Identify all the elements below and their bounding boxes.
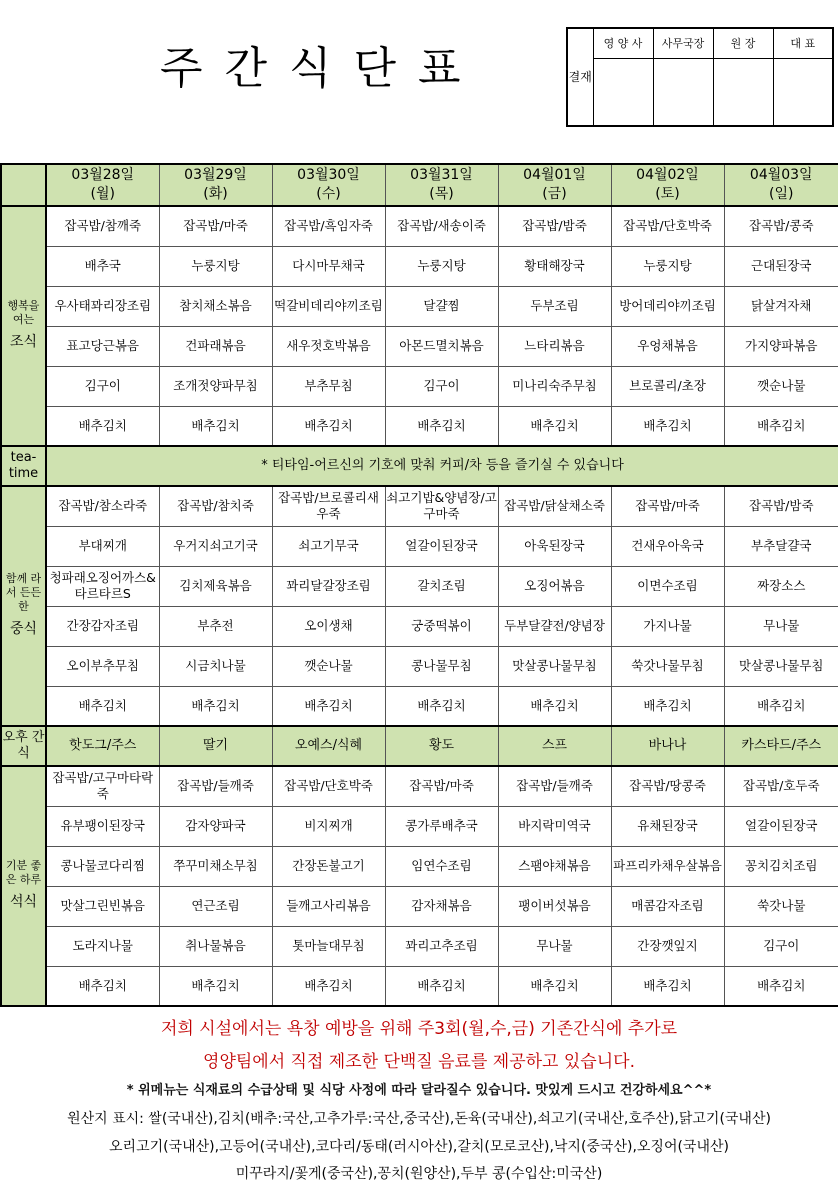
dinner-dish: 배추김치 (724, 966, 838, 1006)
breakfast-dish: 잡곡밥/새송이죽 (385, 206, 498, 246)
lunch-dish: 갈치조림 (385, 566, 498, 606)
day-date: 03월29일 (184, 167, 247, 183)
dinner-dish: 들깨고사리볶음 (272, 886, 385, 926)
dinner-dish: 임연수조림 (385, 846, 498, 886)
day-date: 03월28일 (71, 167, 135, 183)
day-date: 04월03일 (749, 167, 813, 183)
dinner-dish: 유채된장국 (611, 806, 724, 846)
dinner-label: 석식 (9, 894, 38, 910)
lunch-dish: 궁중떡볶이 (385, 606, 498, 646)
dinner-dish: 김구이 (724, 926, 838, 966)
dinner-dish: 도라지나물 (46, 926, 159, 966)
approval-role: 대 표 (773, 28, 833, 58)
breakfast-dish: 김구이 (46, 366, 159, 406)
approval-sign-cell[interactable] (653, 58, 713, 126)
notice-menu-change: * 위메뉴는 식재료의 수급상태 및 식당 사정에 따라 달라질수 있습니다. 맛있게 드시고 건강하세요^^* (126, 1083, 712, 1098)
dinner-dish: 쑥갓나물 (724, 886, 838, 926)
lunch-dish: 배추김치 (498, 686, 611, 726)
snack-item: 스프 (498, 726, 611, 766)
breakfast-dish: 새우젓호박볶음 (272, 326, 385, 366)
dinner-dish: 스팸야채볶음 (498, 846, 611, 886)
lunch-dish: 콩나물무침 (385, 646, 498, 686)
day-date: 04월01일 (523, 167, 586, 183)
lunch-slogan: 함께 라서 든든한 (5, 572, 42, 613)
breakfast-dish: 가지양파볶음 (724, 326, 838, 366)
dinner-dish: 톳마늘대무침 (272, 926, 385, 966)
snack-item: 바나나 (611, 726, 724, 766)
dinner-dish: 꽈리고추조림 (385, 926, 498, 966)
dinner-dish: 잡곡밥/단호박죽 (272, 766, 385, 806)
breakfast-dish: 누룽지탕 (385, 246, 498, 286)
dinner-dish: 꽁치김치조림 (724, 846, 838, 886)
lunch-dish: 잡곡밥/마죽 (611, 486, 724, 526)
breakfast-dish: 참치채소볶음 (159, 286, 272, 326)
day-of-week: (일) (769, 186, 794, 202)
lunch-dish: 오징어볶음 (498, 566, 611, 606)
lunch-label-cell (1, 486, 46, 726)
dinner-dish: 배추김치 (159, 966, 272, 1006)
lunch-dish: 가지나물 (611, 606, 724, 646)
breakfast-label: 조식 (9, 334, 38, 350)
day-header (46, 164, 159, 206)
lunch-label: 중식 (9, 621, 38, 637)
tea-time-note: * 티타임-어르신의 기호에 맞춰 커피/차 등을 즐기실 수 있습니다 (46, 446, 838, 486)
dinner-dish: 잡곡밥/호두죽 (724, 766, 838, 806)
breakfast-dish: 두부조림 (498, 286, 611, 326)
snack-item: 딸기 (159, 726, 272, 766)
breakfast-dish: 잡곡밥/흑임자죽 (272, 206, 385, 246)
dinner-dish: 잡곡밥/고구마타락죽 (46, 766, 159, 806)
dinner-dish: 간장깻잎지 (611, 926, 724, 966)
lunch-dish: 잡곡밥/브로콜리새우죽 (272, 486, 385, 526)
dinner-dish: 파프리카채우살볶음 (611, 846, 724, 886)
dinner-dish: 맛살그린빈볶음 (46, 886, 159, 926)
breakfast-dish: 우사태꽈리장조림 (46, 286, 159, 326)
breakfast-dish: 잡곡밥/밤죽 (498, 206, 611, 246)
day-header (724, 164, 838, 206)
approval-side-label: 결재 (567, 28, 593, 126)
day-of-week: (토) (655, 186, 680, 202)
day-header (385, 164, 498, 206)
dinner-dish: 배추김치 (611, 966, 724, 1006)
breakfast-dish: 부추무침 (272, 366, 385, 406)
dinner-dish: 얼갈이된장국 (724, 806, 838, 846)
lunch-dish: 배추김치 (46, 686, 159, 726)
day-date: 04월02일 (636, 167, 699, 183)
dinner-dish: 콩가루배추국 (385, 806, 498, 846)
breakfast-dish: 누룽지탕 (611, 246, 724, 286)
day-date: 03월30일 (297, 167, 360, 183)
lunch-dish: 배추김치 (385, 686, 498, 726)
dinner-dish: 간장돈불고기 (272, 846, 385, 886)
snack-item: 핫도그/주스 (46, 726, 159, 766)
lunch-dish: 두부달걀전/양념장 (498, 606, 611, 646)
breakfast-dish: 누룽지탕 (159, 246, 272, 286)
snack-item: 황도 (385, 726, 498, 766)
dinner-slogan: 기분 좋은 하루 (5, 859, 42, 886)
weekly-menu-table (0, 163, 838, 1007)
lunch-dish: 쑥갓나물무침 (611, 646, 724, 686)
lunch-dish: 간장감자조림 (46, 606, 159, 646)
breakfast-dish: 떡갈비데리야끼조림 (272, 286, 385, 326)
breakfast-dish: 배추김치 (385, 406, 498, 446)
lunch-dish: 배추김치 (611, 686, 724, 726)
lunch-dish: 깻순나물 (272, 646, 385, 686)
approval-sign-cell[interactable] (773, 58, 833, 126)
breakfast-dish: 우엉채볶음 (611, 326, 724, 366)
breakfast-dish: 황태해장국 (498, 246, 611, 286)
approval-sign-cell[interactable] (593, 58, 653, 126)
breakfast-dish: 방어데리야끼조림 (611, 286, 724, 326)
lunch-dish: 얼갈이된장국 (385, 526, 498, 566)
breakfast-dish: 느타리볶음 (498, 326, 611, 366)
lunch-dish: 부대찌개 (46, 526, 159, 566)
approval-role: 영 양 사 (593, 28, 653, 58)
breakfast-dish: 배추국 (46, 246, 159, 286)
dinner-dish: 유부팽이된장국 (46, 806, 159, 846)
breakfast-dish: 잡곡밥/마죽 (159, 206, 272, 246)
breakfast-dish: 표고당근볶음 (46, 326, 159, 366)
day-of-week: (목) (429, 186, 454, 202)
dinner-dish: 취나물볶음 (159, 926, 272, 966)
approval-role: 원 장 (713, 28, 773, 58)
lunch-dish: 부추달걀국 (724, 526, 838, 566)
lunch-dish: 쇠고기무국 (272, 526, 385, 566)
lunch-dish: 이면수조림 (611, 566, 724, 606)
origin-line-1: 원산지 표시: 쌀(국내산),김치(배추:국산,고추가루:국산,중국산),돈육(국내산),쇠고기(국내산,호주산),닭고기(국내산) (67, 1111, 771, 1127)
dinner-dish: 잡곡밥/마죽 (385, 766, 498, 806)
lunch-dish: 건새우아욱국 (611, 526, 724, 566)
dinner-dish: 배추김치 (46, 966, 159, 1006)
lunch-dish: 부추전 (159, 606, 272, 646)
day-of-week: (월) (90, 186, 115, 202)
breakfast-dish: 잡곡밥/콩죽 (724, 206, 838, 246)
breakfast-dish: 근대된장국 (724, 246, 838, 286)
lunch-dish: 청파래오징어까스&타르타르S (46, 566, 159, 606)
page-title: 주간식단표 (160, 43, 483, 94)
notice-protein-line2: 영양팀에서 직접 제조한 단백질 음료를 제공하고 있습니다. (203, 1052, 635, 1072)
dinner-dish: 잡곡밥/땅콩죽 (611, 766, 724, 806)
snack-item: 카스타드/주스 (724, 726, 838, 766)
breakfast-dish: 건파래볶음 (159, 326, 272, 366)
breakfast-dish: 배추김치 (724, 406, 838, 446)
dinner-dish: 비지찌개 (272, 806, 385, 846)
breakfast-dish: 잡곡밥/단호박죽 (611, 206, 724, 246)
lunch-dish: 배추김치 (159, 686, 272, 726)
lunch-dish: 맛살콩나물무침 (724, 646, 838, 686)
origin-line-3: 미꾸라지/꽃게(중국산),꽁치(원양산),두부 콩(수입산:미국산) (235, 1166, 603, 1182)
breakfast-dish: 배추김치 (611, 406, 724, 446)
breakfast-dish: 잡곡밥/참깨죽 (46, 206, 159, 246)
day-header (498, 164, 611, 206)
lunch-dish: 맛살콩나물무침 (498, 646, 611, 686)
lunch-dish: 잡곡밥/참소라죽 (46, 486, 159, 526)
dinner-dish: 잡곡밥/들깨죽 (498, 766, 611, 806)
breakfast-dish: 김구이 (385, 366, 498, 406)
lunch-dish: 오이부추무침 (46, 646, 159, 686)
snack-label: 오후 간식 (1, 726, 46, 766)
lunch-dish: 우거지쇠고기국 (159, 526, 272, 566)
breakfast-dish: 배추김치 (159, 406, 272, 446)
dinner-dish: 쭈꾸미채소무침 (159, 846, 272, 886)
lunch-dish: 잡곡밥/참치죽 (159, 486, 272, 526)
breakfast-dish: 미나리숙주무침 (498, 366, 611, 406)
day-date: 03월31일 (410, 167, 473, 183)
breakfast-dish: 배추김치 (272, 406, 385, 446)
approval-sign-cell[interactable] (713, 58, 773, 126)
dinner-dish: 바지락미역국 (498, 806, 611, 846)
breakfast-dish: 배추김치 (46, 406, 159, 446)
lunch-dish: 배추김치 (272, 686, 385, 726)
approval-role: 사무국장 (653, 28, 713, 58)
day-of-week: (화) (203, 186, 228, 202)
snack-item: 오예스/식혜 (272, 726, 385, 766)
dinner-label-cell (1, 766, 46, 1006)
lunch-dish: 꽈리달갈장조림 (272, 566, 385, 606)
dinner-dish: 배추김치 (498, 966, 611, 1006)
dinner-dish: 콩나물코다리찜 (46, 846, 159, 886)
lunch-dish: 잡곡밥/밤죽 (724, 486, 838, 526)
lunch-dish: 배추김치 (724, 686, 838, 726)
day-of-week: (금) (542, 186, 567, 202)
breakfast-dish: 깻순나물 (724, 366, 838, 406)
breakfast-dish: 조개젓양파무침 (159, 366, 272, 406)
lunch-dish: 김치제육볶음 (159, 566, 272, 606)
dinner-dish: 감자채볶음 (385, 886, 498, 926)
dinner-dish: 잡곡밥/들깨죽 (159, 766, 272, 806)
breakfast-label-cell (1, 206, 46, 446)
lunch-dish: 잡곡밥/닭살채소죽 (498, 486, 611, 526)
approval-box (566, 27, 834, 127)
day-of-week: (수) (316, 186, 341, 202)
dinner-dish: 감자양파국 (159, 806, 272, 846)
notice-protein-line1: 저희 시설에서는 욕창 예방을 위해 주3회(월,수,금) 기존간식에 추가로 (160, 1019, 678, 1039)
dinner-dish: 연근조림 (159, 886, 272, 926)
dinner-dish: 배추김치 (385, 966, 498, 1006)
breakfast-dish: 다시마무채국 (272, 246, 385, 286)
day-header (272, 164, 385, 206)
day-header (611, 164, 724, 206)
lunch-dish: 짜장소스 (724, 566, 838, 606)
dinner-dish: 무나물 (498, 926, 611, 966)
breakfast-slogan: 행복을 여는 (7, 299, 40, 326)
day-header (159, 164, 272, 206)
breakfast-dish: 배추김치 (498, 406, 611, 446)
dinner-dish: 배추김치 (272, 966, 385, 1006)
corner-cell (1, 164, 46, 206)
tea-time-label: tea-time (1, 446, 46, 486)
lunch-dish: 오이생채 (272, 606, 385, 646)
dinner-dish: 매콤감자조림 (611, 886, 724, 926)
origin-line-2: 오리고기(국내산),고등어(국내산),코다리/동태(러시아산),갈치(모로코산),낙지(중국산),오징어(국내산) (109, 1139, 729, 1155)
lunch-dish: 시금치나물 (159, 646, 272, 686)
dinner-dish: 팽이버섯볶음 (498, 886, 611, 926)
breakfast-dish: 아몬드멸치볶음 (385, 326, 498, 366)
lunch-dish: 무나물 (724, 606, 838, 646)
lunch-dish: 아욱된장국 (498, 526, 611, 566)
breakfast-dish: 브로콜리/초장 (611, 366, 724, 406)
breakfast-dish: 달걀찜 (385, 286, 498, 326)
breakfast-dish: 닭살겨자채 (724, 286, 838, 326)
lunch-dish: 쇠고기밥&양념장/고구마죽 (385, 486, 498, 526)
